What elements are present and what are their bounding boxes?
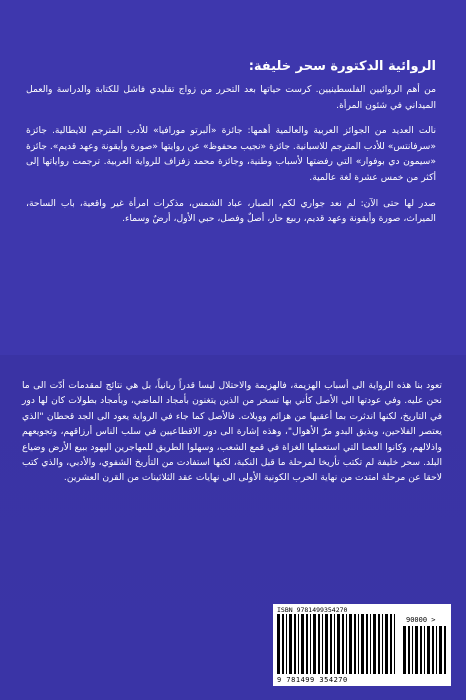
- barcode-digits: 9 781499 354270: [277, 676, 348, 684]
- author-heading: الروائية الدكتورة سحر خليفة:: [248, 59, 436, 74]
- bio-paragraph-3: صدر لها حتى الآن: لم نعد جواري لكم، الصبار، عباد الشمس، مذكرات امرأة غير واقعية، باب الساحة، الميراث، صورة وأيقونة وعهد قديم، ربيع حار، أصلٌ وفصل، حبي الأول، أرضٌ وسماء.: [26, 197, 436, 225]
- bio-paragraph-1: من أهم الروائيين الفلسطينيين. كرست حياتها بعد التحرر من زواج تقليدي فاشل للكتابة والدراسة والعمل الميداني في شئون المرأة.: [26, 84, 436, 111]
- author-bio: [26, 82, 436, 237]
- barcode-bars-icon: [277, 614, 397, 674]
- isbn-barcode: [273, 604, 451, 686]
- bio-paragraph-2: نالت العديد من الجوائز العربية والعالمية أهمها: جائزة «ألبرتو مورافيا» للأدب المترجم للايطالية. جائزة «سرفانتس» للأدب المترجم للاسبانية. جائزة «نجيب محفوظ» عن روايتها «صورة وأيقونة وعهد قديم». جائزة «سيمون دي بوفوار» التي رفضتها لأسباب وطنية، وجائزة محمد زفزاف للرواية العربية. ترجمت رواياتها إلى أكثر من خمس عشرة لغة عالمية.: [26, 125, 436, 183]
- addon-barcode-bars-icon: [403, 626, 447, 674]
- isbn-label: ISBN 9781499354270: [277, 606, 348, 614]
- book-blurb: تعود بنا هذه الرواية الى أسباب الهزيمة، فالهزيمة والاحتلال ليسا قدراً ربانياً، بل هي نتائج لمقدمات أدّت الى ما نحن عليه. وفي عودتها الى الأصل كأني بها تسخر من الذين يتغنون بأمجاد الماضي، وبأمجاد بطولات كان لها دور في التاريخ، لكنها اندثرت بما أعقبها من هزائم وويلات. فالأصل كما جاء في الرواية يعود الى الجد قحطان "الذي يعتصر الفلاحين، ويذيق البدو مرّ الأهوال"، وهذه إشارة الى دور الاقطاعيين في سلب الناس أرزاقهم، وتجويعهم واذلالهم، وكانوا العصا التي استعملها الغزاة في قمع الشعب، وسهلوا الطريق للمهاجرين اليهود ببيع الأرض وضياع البلد. سحر خليفة لم تكتب تأريخا لمرحلة ما قبل النكبة، لكنها استفادت من التأريخ الشفوي، والأدبي، والذي كتب لاحقا عن مرحلة امتدت من نهاية الحرب الكونية الأولى الى نهايات عقد الثلاثينات من القرن العشرين.: [22, 380, 442, 484]
- price-code: 90000 >: [406, 616, 436, 624]
